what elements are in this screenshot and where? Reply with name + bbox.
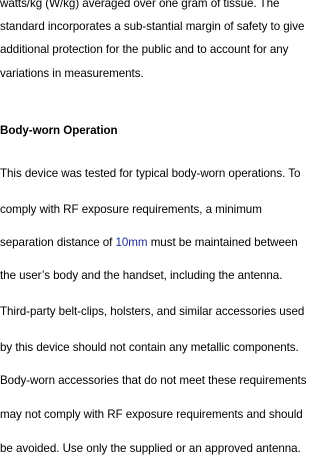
separation-distance-value: 10mm (115, 236, 148, 249)
body-line-2: comply with RF exposure requirements, a minimum (0, 203, 262, 216)
body-line-6: by this device should not contain any metallic components. (0, 341, 299, 354)
body-line-8: may not comply with RF exposure requirements and should (0, 408, 303, 421)
section-heading: Body-worn Operation (0, 124, 118, 137)
body-line-9: be avoided. Use only the supplied or an approved antenna. (0, 442, 301, 455)
body-line-3-before: separation distance of (0, 236, 116, 249)
intro-line-1: watts/kg (W/kg) averaged over one gram of tissue. The (0, 0, 280, 10)
intro-line-3: additional protection for the public and to account for any (0, 43, 289, 56)
body-line-4: the user’s body and the handset, including the antenna. (0, 269, 283, 282)
body-line-3-after: must be maintained between (147, 236, 298, 249)
intro-line-4: variations in measurements. (0, 67, 144, 80)
body-line-1: This device was tested for typical body-worn operations. To (0, 167, 301, 180)
body-line-3 (0, 236, 298, 250)
intro-line-2: standard incorporates a sub-stantial margin of safety to give (0, 20, 305, 33)
body-line-5: Third-party belt-clips, holsters, and similar accessories used (0, 305, 305, 318)
body-line-7: Body-worn accessories that do not meet these requirements (0, 374, 307, 387)
